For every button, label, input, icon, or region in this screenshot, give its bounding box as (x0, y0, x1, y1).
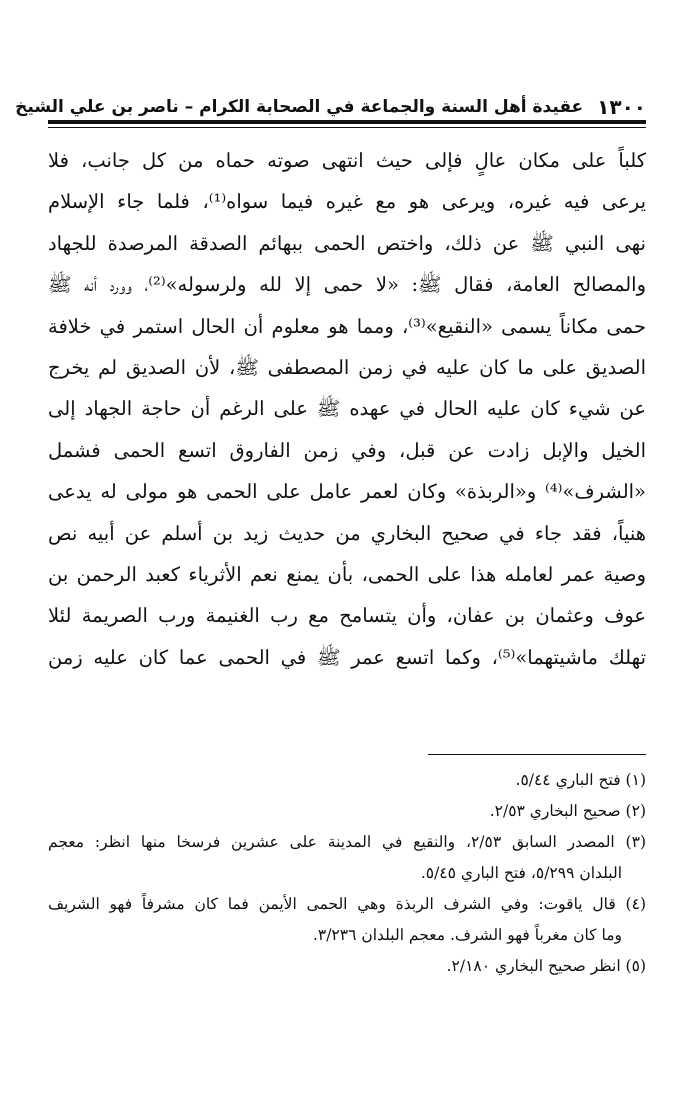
main-text (48, 140, 646, 678)
text-line: كلباً على مكان عالٍ فإلى حيث انتهى صوته حماه من كل جانب، فلا (48, 149, 646, 172)
footnote-3: (٣) المصدر السابق ٢/٥٣، والنقيع في المدينة على عشرين فرسخا منها انظر: معجم (48, 833, 646, 851)
text-line: تهلك ماشيتهما»⁽⁵⁾، وكما اتسع عمر ﷺ في الحمى عما كان عليه زمن (48, 645, 646, 669)
footnote-5: (٥) انظر صحيح البخاري ٢/١٨٠. (446, 957, 646, 975)
text-line: هنياً، فقد جاء في صحيح البخاري من حديث زيد بن أسلم عن أبيه نص (48, 521, 646, 545)
running-header (15, 84, 646, 119)
header-rule-thin (48, 127, 646, 128)
header-title: عقيدة أهل السنة والجماعة في الصحابة الكرام – ناصر بن علي الشيخ (15, 97, 584, 117)
footnotes (48, 765, 646, 982)
footnote-4: (٤) قال ياقوت: وفي الشرف الربذة وهي الحمى الأيمن فما كان مشرفاً فهو الشريف (48, 895, 646, 913)
text-line: عوف وعثمان بن عفان، وأن يتسامح مع رب الغنيمة ورب الصريمة لئلا (48, 604, 646, 628)
header-rule-thick (48, 120, 646, 124)
footnote-separator (428, 754, 646, 755)
text-line: يرعى فيه غيره، ويرعى هو مع غيره فيما سواه⁽¹⁾، فلما جاء الإسلام (48, 190, 646, 214)
text-line: وصية عمر لعامله هذا على الحمى، بأن يمنع نعم الأثرياء كعبد الرحمن بن (48, 562, 646, 586)
text-line: الصديق على ما كان عليه في زمن المصطفى ﷺ، لأن الصديق لم يخرج (48, 355, 646, 379)
text-line: حمى مكاناً يسمى «النقيع»⁽³⁾، ومما هو معلوم أن الحال استمر في خلافة (48, 314, 646, 338)
text-line: والمصالح العامة، فقال ﷺ: «لا حمى إلا لله ولرسوله»⁽²⁾، وورد أنه ﷺ (48, 273, 646, 297)
text-line: الخيل والإبل زادت عن قبل، وفي زمن الفاروق اتسع الحمى فشمل (48, 438, 646, 462)
page-number: ١٣٠٠ (597, 95, 646, 119)
text-line: نهى النبي ﷺ عن ذلك، واختص الحمى ببهائم الصدقة المرصدة للجهاد (48, 231, 646, 255)
footnote-1: (١) فتح الباري ٥/٤٤. (515, 771, 646, 789)
text-line: عن شيء كان عليه الحال في عهده ﷺ على الرغم أن حاجة الجهاد إلى (48, 397, 646, 421)
footnote-2: (٢) صحيح البخاري ٢/٥٣. (489, 802, 646, 820)
text-line: «الشرف»⁽⁴⁾ و«الربذة» وكان لعمر عامل على الحمى هو مولى له يدعى (48, 480, 646, 504)
footnote-3-continuation: البلدان ٥/٢٩٩، فتح الباري ٥/٤٥. (420, 864, 622, 882)
footnote-4-continuation: وما كان مغرباً فهو الشرف. معجم البلدان ٣/٢٣٦. (312, 926, 622, 944)
